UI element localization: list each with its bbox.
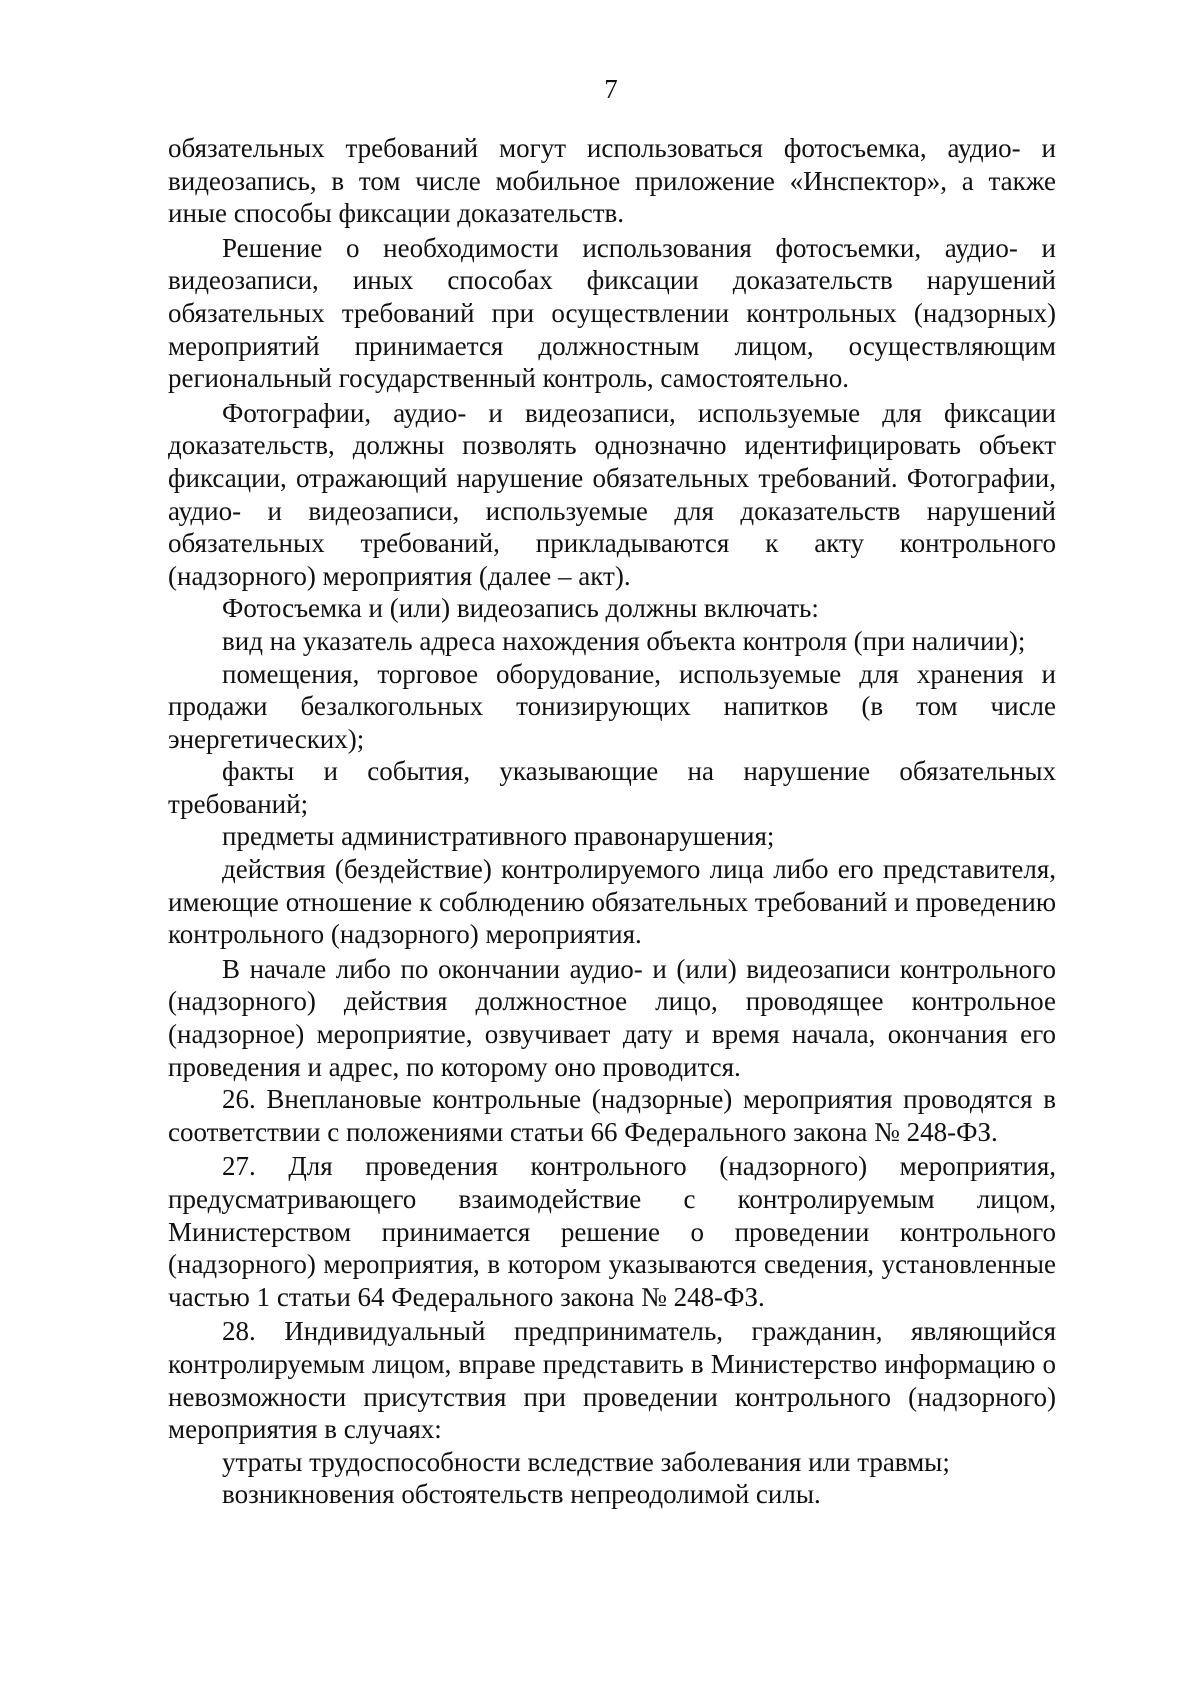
paragraph-2: Решение о необходимости использования фотосъемки, аудио- и видеозаписи, иных способах фиксации доказательств нарушений обязательных требований при осуществлении контрольных (надзорных) мероприятий принимается должностным лицом, осуществляющим региональный государственный контроль, самостоятельно. bbox=[168, 232, 1056, 394]
case-item-disability: утраты трудоспособности вследствие заболевания или травмы; bbox=[222, 1446, 950, 1477]
paragraph-recording: В начале либо по окончании аудио- и (или) видеозаписи контрольного (надзорного) действия должностное лицо, проводящее контрольное (надзорное) мероприятие, озвучивает дату и время начала, окончания его проведения и адрес, по которому оно проводится. bbox=[168, 953, 1056, 1082]
paragraph-4: Фотосъемка и (или) видеозапись должны включать: bbox=[222, 593, 819, 624]
document-body bbox=[168, 132, 1056, 1511]
clause-28: 28. Индивидуальный предприниматель, гражданин, являющийся контролируемым лицом, вправе представить в Министерство информацию о невозможности присутствия при проведении контрольного (надзорного) мероприятия в случаях: bbox=[168, 1316, 1056, 1445]
list-item-facts: факты и события, указывающие на нарушение обязательных требований; bbox=[168, 756, 1056, 819]
list-item-address: вид на указатель адреса нахождения объекта контроля (при наличии); bbox=[222, 625, 1026, 656]
paragraph-1: обязательных требований могут использоваться фотосъемка, аудио- и видеозапись, в том числе мобильное приложение «Инспектор», а также иные способы фиксации доказательств. bbox=[168, 133, 1056, 229]
clause-27: 27. Для проведения контрольного (надзорного) мероприятия, предусматривающего взаимодействие с контролируемым лицом, Министерством принимается решение о проведении контрольного (надзорного) мероприятия, в котором указываются сведения, установленные частью 1 статьи 64 Федерального закона № 248-ФЗ. bbox=[168, 1151, 1056, 1312]
page-number: 7 bbox=[604, 74, 618, 104]
paragraph-3: Фотографии, аудио- и видеозаписи, используемые для фиксации доказательств, должны позволять однозначно идентифицировать объект фиксации, отражающий нарушение обязательных требований. Фотографии, аудио- и видеозаписи, используемые для доказательств нарушений обязательных требований, прикладываются к акту контрольного (надзорного) мероприятия (далее – акт). bbox=[168, 397, 1056, 591]
list-item-actions: действия (бездействие) контролируемого лица либо его представителя, имеющие отношение к соблюдению обязательных требований и проведению контрольного (надзорного) мероприятия. bbox=[168, 854, 1056, 950]
list-item-items: предметы административного правонарушения; bbox=[222, 821, 775, 852]
case-item-force-majeure: возникновения обстоятельств непреодолимой силы. bbox=[222, 1479, 821, 1510]
list-item-premises: помещения, торговое оборудование, используемые для хранения и продажи безалкогольных тонизирующих напитков (в том числе энергетических); bbox=[168, 658, 1056, 754]
clause-26: 26. Внеплановые контрольные (надзорные) мероприятия проводятся в соответствии с положениями статьи 66 Федерального закона № 248-ФЗ. bbox=[168, 1084, 1056, 1147]
